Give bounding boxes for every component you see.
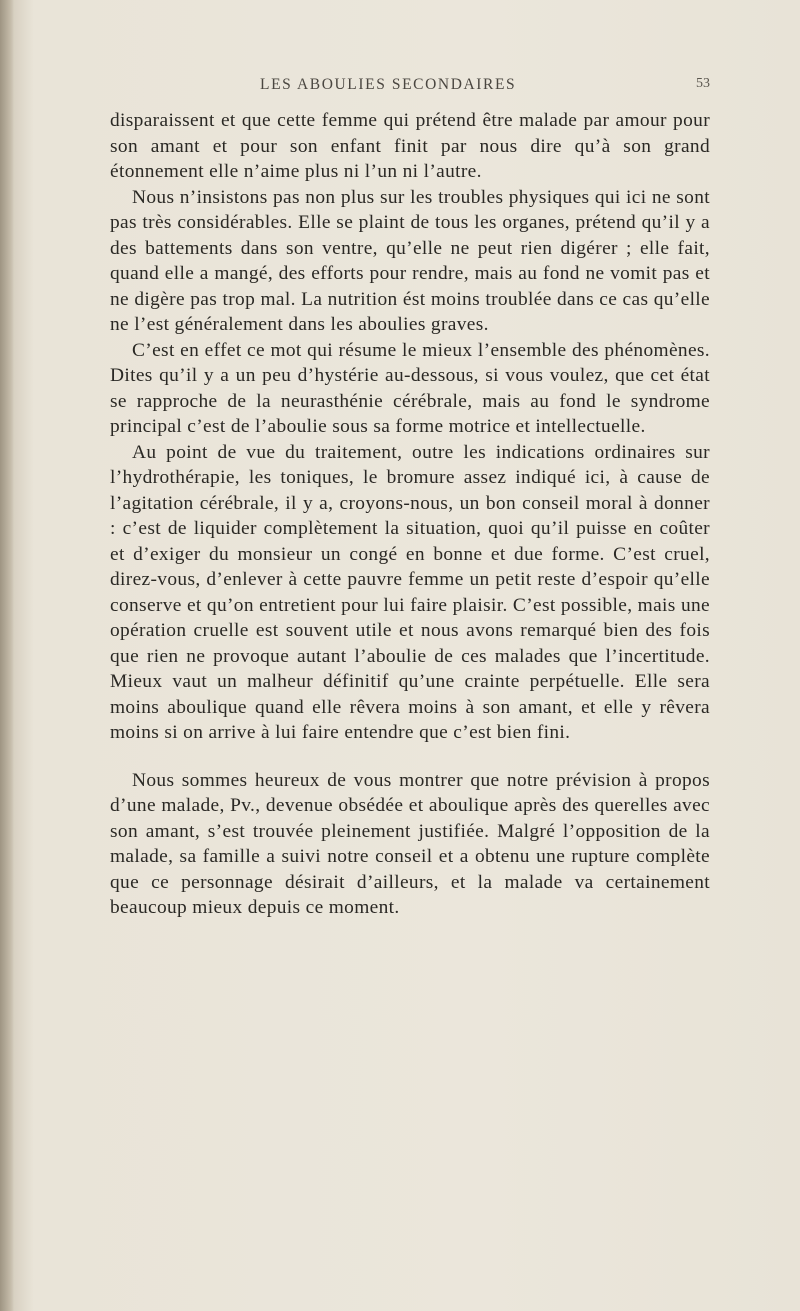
paragraph-physical-troubles: Nous n’insistons pas non plus sur les troubles physiques qui ici ne sont pas très considérables. Elle se plaint de tous les organes, prétend qu’il y a des battements dans son ventre, qu’elle ne peut rien digérer ; elle fait, quand elle a mangé, des efforts pour rendre, mais au fond ne vomit pas et ne digère pas trop mal. La nutrition ést moins troublée dans ce cas qu’elle ne l’est généralement dans les aboulies graves.	[110, 186, 710, 335]
paragraph-aboulie-summary: C’est en effet ce mot qui résume le mieux l’ensemble des phénomènes. Dites qu’il y a un peu d’hystérie au-dessous, si vous voulez, que cet état se rapproche de la neurasthénie cérébrale, mais au fond le syndrome principal c’est de l’aboulie sous sa forme motrice et intellectuelle.	[110, 339, 710, 437]
paragraph-treatment: Au point de vue du traitement, outre les indications ordinaires sur l’hydrothérapie, les toniques, le bromure assez indiqué ici, à cause de l’agitation cérébrale, il y a, croyons-nous, un bon conseil moral à donner : c’est de liquider complètement la situation, quoi qu’il puisse en coûter et d’exiger du monsieur un congé en bonne et due forme. C’est cruel, direz-vous, d’enlever à cette pauvre femme un petit reste d’espoir qu’elle conserve et qu’on entretient pour lui faire plaisir. C’est possible, mais une opération cruelle est souvent utile et nous avons remarqué bien des fois que rien ne provoque autant l’aboulie de ces malades que l’incertitude. Mieux vaut un malheur définitif qu’une crainte perpétuelle. Elle sera moins aboulique quand elle rêvera moins à son amant, et elle y rêvera moins si on arrive à lui faire entendre que c’est bien fini.	[110, 441, 710, 743]
page-number: 53	[696, 76, 710, 91]
running-title: LES ABOULIES SECONDAIRES	[260, 76, 517, 93]
paragraph-conclusion: Nous sommes heureux de vous montrer que notre prévision à propos d’une malade, Pv., devenue obsédée et aboulique après des querelles avec son amant, s’est trouvée pleinement justifiée. Malgré l’opposition de la malade, sa famille a suivi notre conseil et a obtenu une rupture complète que ce personnage désirait d’ailleurs, et la malade va certainement beaucoup mieux depuis ce moment.	[110, 769, 710, 918]
paragraph-continued: disparaissent et que cette femme qui prétend être malade par amour pour son amant et pour son enfant finit par nous dire qu’à son grand étonnement elle n’aime plus ni l’un ni l’autre.	[110, 110, 710, 182]
body-text	[110, 108, 710, 921]
page-header	[110, 76, 710, 100]
page-gutter-shadow	[0, 0, 14, 1311]
